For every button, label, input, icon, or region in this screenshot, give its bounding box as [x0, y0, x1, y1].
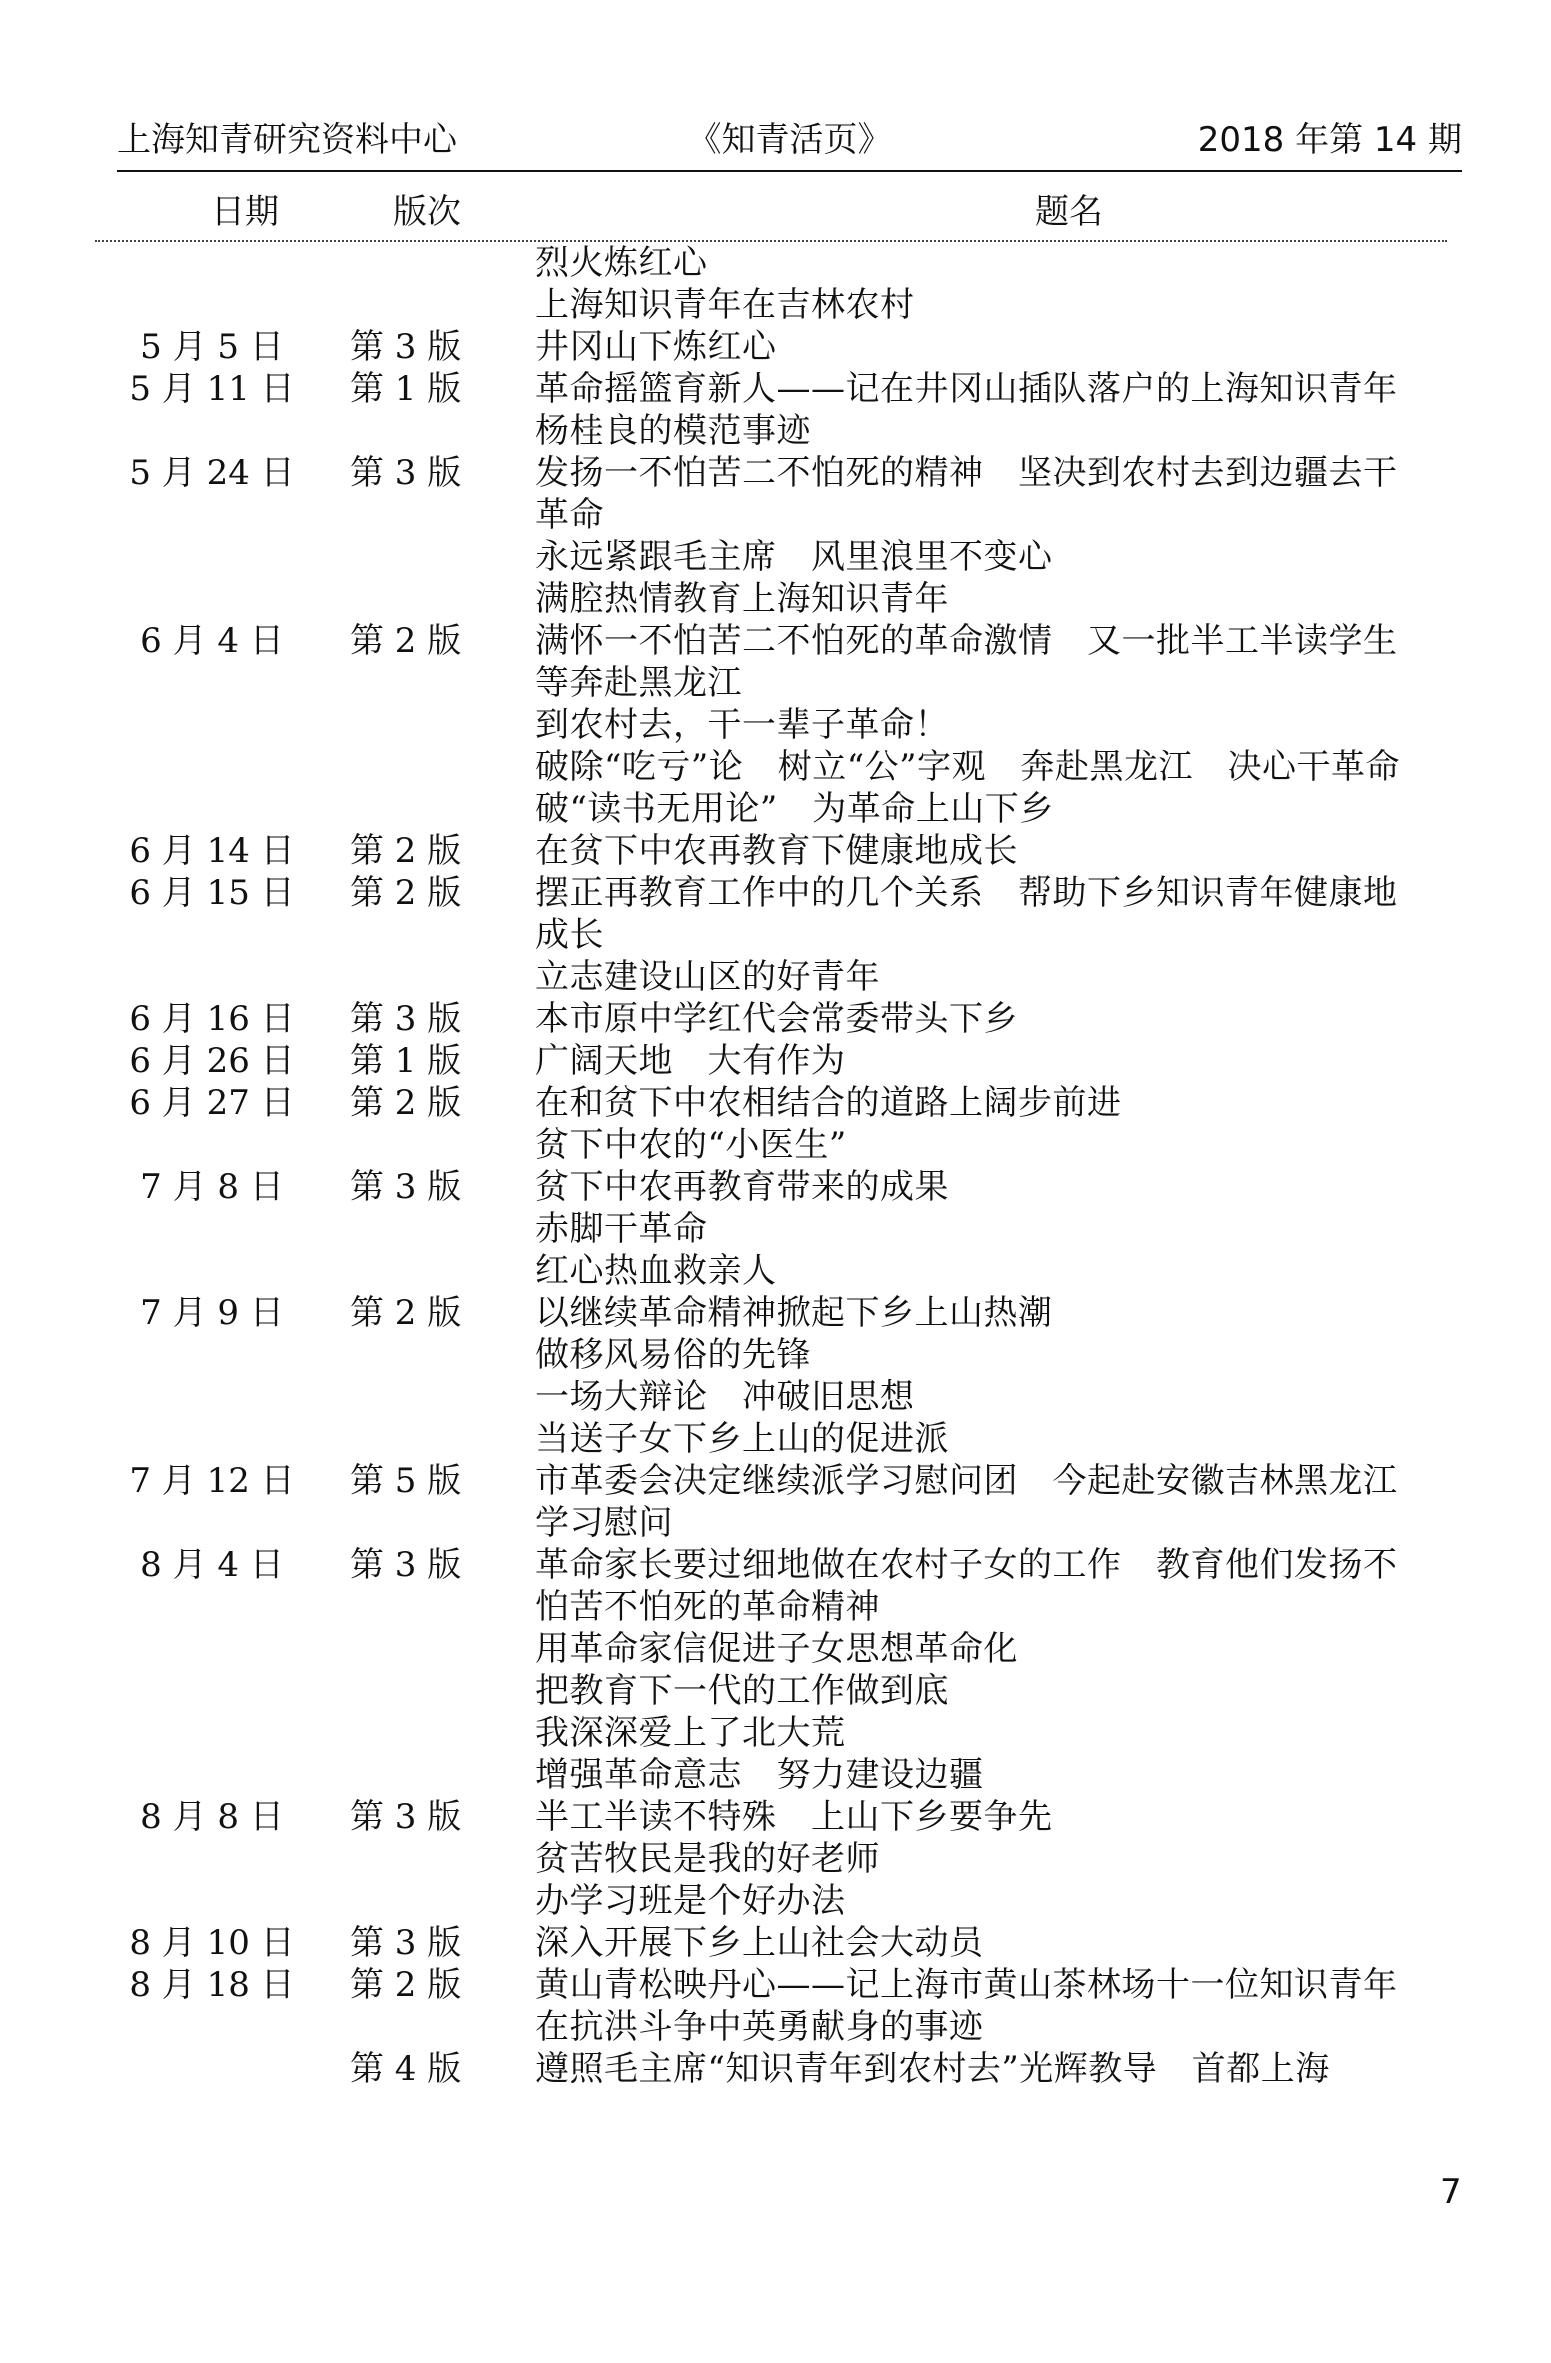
row-edition: 第 2 版 [350, 1083, 462, 1123]
table-row [0, 452, 1551, 536]
row-date: 7 月 12 日 [129, 1461, 295, 1501]
row-title: 摆正再教育工作中的几个关系 帮助下乡知识青年健康地成长 [535, 873, 1398, 955]
table-row [0, 1796, 1551, 1838]
row-date: 6 月 26 日 [129, 1041, 295, 1081]
row-title: 贫苦牧民是我的好老师 [535, 1839, 880, 1879]
row-title: 破除“吃亏”论 树立“公”字观 奔赴黑龙江 决心干革命 [535, 747, 1401, 787]
row-edition: 第 3 版 [350, 1797, 462, 1837]
table-row [0, 578, 1551, 620]
row-title: 满怀一不怕苦二不怕死的革命激情 又一批半工半读学生等奔赴黑龙江 [535, 621, 1398, 703]
table-row [0, 1250, 1551, 1292]
row-title: 黄山青松映丹心——记上海市黄山茶林场十一位知识青年在抗洪斗争中英勇献身的事迹 [535, 1965, 1398, 2047]
row-title: 贫下中农再教育带来的成果 [535, 1167, 949, 1207]
header-publisher: 上海知青研究资料中心 [117, 120, 457, 160]
row-date: 7 月 9 日 [140, 1293, 284, 1333]
row-date: 5 月 11 日 [129, 369, 295, 409]
row-edition: 第 3 版 [350, 453, 462, 493]
column-header-edition: 版次 [393, 192, 461, 232]
table-row [0, 1292, 1551, 1334]
column-header-title: 题名 [1035, 192, 1103, 232]
row-edition: 第 3 版 [350, 1923, 462, 1963]
row-date: 8 月 8 日 [140, 1797, 284, 1837]
row-title: 办学习班是个好办法 [535, 1881, 846, 1921]
row-title: 发扬一不怕苦二不怕死的精神 坚决到农村去到边疆去干革命 [535, 453, 1398, 535]
table-row [0, 242, 1551, 284]
table-row [0, 1208, 1551, 1250]
row-date: 8 月 18 日 [129, 1965, 295, 2005]
row-title: 红心热血救亲人 [535, 1251, 777, 1291]
table-row [0, 1460, 1551, 1544]
row-title: 广阔天地 大有作为 [535, 1041, 846, 1081]
row-title: 井冈山下炼红心 [535, 327, 777, 367]
row-edition: 第 5 版 [350, 1461, 462, 1501]
table-row [0, 872, 1551, 956]
row-title: 在贫下中农再教育下健康地成长 [535, 831, 1018, 871]
table-row [0, 284, 1551, 326]
table-row [0, 1922, 1551, 1964]
table-row [0, 1670, 1551, 1712]
row-title: 一场大辩论 冲破旧思想 [535, 1377, 915, 1417]
table-row [0, 998, 1551, 1040]
row-edition: 第 1 版 [350, 369, 462, 409]
row-date: 5 月 24 日 [129, 453, 295, 493]
table-row [0, 620, 1551, 704]
table-row [0, 1334, 1551, 1376]
header-publication-title: 《知青活页》 [687, 120, 892, 160]
table-row [0, 2048, 1551, 2090]
table-row [0, 1082, 1551, 1124]
table-row [0, 746, 1551, 788]
row-title: 上海知识青年在吉林农村 [535, 285, 915, 325]
row-edition: 第 1 版 [350, 1041, 462, 1081]
row-title: 贫下中农的“小医生” [535, 1125, 847, 1165]
table-row [0, 1712, 1551, 1754]
row-edition: 第 3 版 [350, 999, 462, 1039]
table-row [0, 368, 1551, 452]
row-title: 破“读书无用论” 为革命上山下乡 [535, 789, 1054, 829]
table-row [0, 1880, 1551, 1922]
row-title: 做移风易俗的先锋 [535, 1335, 811, 1375]
row-title: 满腔热情教育上海知识青年 [535, 579, 949, 619]
table-row [0, 1754, 1551, 1796]
row-date: 8 月 10 日 [129, 1923, 295, 1963]
header-issue: 2018 年第 14 期 [1197, 120, 1462, 160]
row-title: 半工半读不特殊 上山下乡要争先 [535, 1797, 1053, 1837]
row-date: 6 月 27 日 [129, 1083, 295, 1123]
row-title: 永远紧跟毛主席 风里浪里不变心 [535, 537, 1053, 577]
row-title: 我深深爱上了北大荒 [535, 1713, 846, 1753]
table-row [0, 536, 1551, 578]
row-title: 用革命家信促进子女思想革命化 [535, 1629, 1018, 1669]
row-date: 6 月 15 日 [129, 873, 295, 913]
table-row [0, 1040, 1551, 1082]
row-edition: 第 3 版 [350, 327, 462, 367]
row-title: 把教育下一代的工作做到底 [535, 1671, 949, 1711]
page-number: 7 [1440, 2172, 1462, 2212]
table-row [0, 1418, 1551, 1460]
table-row [0, 326, 1551, 368]
row-title: 立志建设山区的好青年 [535, 957, 880, 997]
row-edition: 第 2 版 [350, 1965, 462, 2005]
row-title: 本市原中学红代会常委带头下乡 [535, 999, 1018, 1039]
row-date: 6 月 14 日 [129, 831, 295, 871]
row-edition: 第 2 版 [350, 1293, 462, 1333]
row-edition: 第 2 版 [350, 831, 462, 871]
header-rule [117, 170, 1462, 172]
row-date: 6 月 16 日 [129, 999, 295, 1039]
page-header [117, 112, 1462, 158]
table-row [0, 1124, 1551, 1166]
row-title: 以继续革命精神掀起下乡上山热潮 [535, 1293, 1053, 1333]
table-row [0, 956, 1551, 998]
column-header-date: 日期 [211, 192, 279, 232]
row-title: 当送子女下乡上山的促进派 [535, 1419, 949, 1459]
row-date: 8 月 4 日 [140, 1545, 284, 1585]
row-title: 赤脚干革命 [535, 1209, 708, 1249]
table-row [0, 1376, 1551, 1418]
row-title: 遵照毛主席“知识青年到农村去”光辉教导 首都上海 [535, 2049, 1330, 2089]
row-title: 市革委会决定继续派学习慰问团 今起赴安徽吉林黑龙江学习慰问 [535, 1461, 1398, 1543]
row-edition: 第 2 版 [350, 621, 462, 661]
table-row [0, 1838, 1551, 1880]
table-row [0, 1964, 1551, 2048]
row-edition: 第 3 版 [350, 1167, 462, 1207]
row-date: 7 月 8 日 [140, 1167, 284, 1207]
table-row [0, 704, 1551, 746]
row-title: 革命摇篮育新人——记在井冈山插队落户的上海知识青年杨桂良的模范事迹 [535, 369, 1398, 451]
table-row [0, 788, 1551, 830]
row-date: 5 月 5 日 [140, 327, 284, 367]
row-title: 烈火炼红心 [535, 243, 708, 283]
row-edition: 第 4 版 [350, 2049, 462, 2089]
table-row [0, 1628, 1551, 1670]
table-column-headers [95, 184, 1447, 232]
table-row [0, 1544, 1551, 1628]
index-table [0, 242, 1551, 2090]
row-title: 在和贫下中农相结合的道路上阔步前进 [535, 1083, 1122, 1123]
row-title: 增强革命意志 努力建设边疆 [535, 1755, 984, 1795]
row-date: 6 月 4 日 [140, 621, 284, 661]
table-row [0, 1166, 1551, 1208]
row-edition: 第 2 版 [350, 873, 462, 913]
row-title: 革命家长要过细地做在农村子女的工作 教育他们发扬不怕苦不怕死的革命精神 [535, 1545, 1398, 1627]
row-title: 深入开展下乡上山社会大动员 [535, 1923, 984, 1963]
row-title: 到农村去，干一辈子革命！ [535, 705, 949, 745]
row-edition: 第 3 版 [350, 1545, 462, 1585]
table-row [0, 830, 1551, 872]
